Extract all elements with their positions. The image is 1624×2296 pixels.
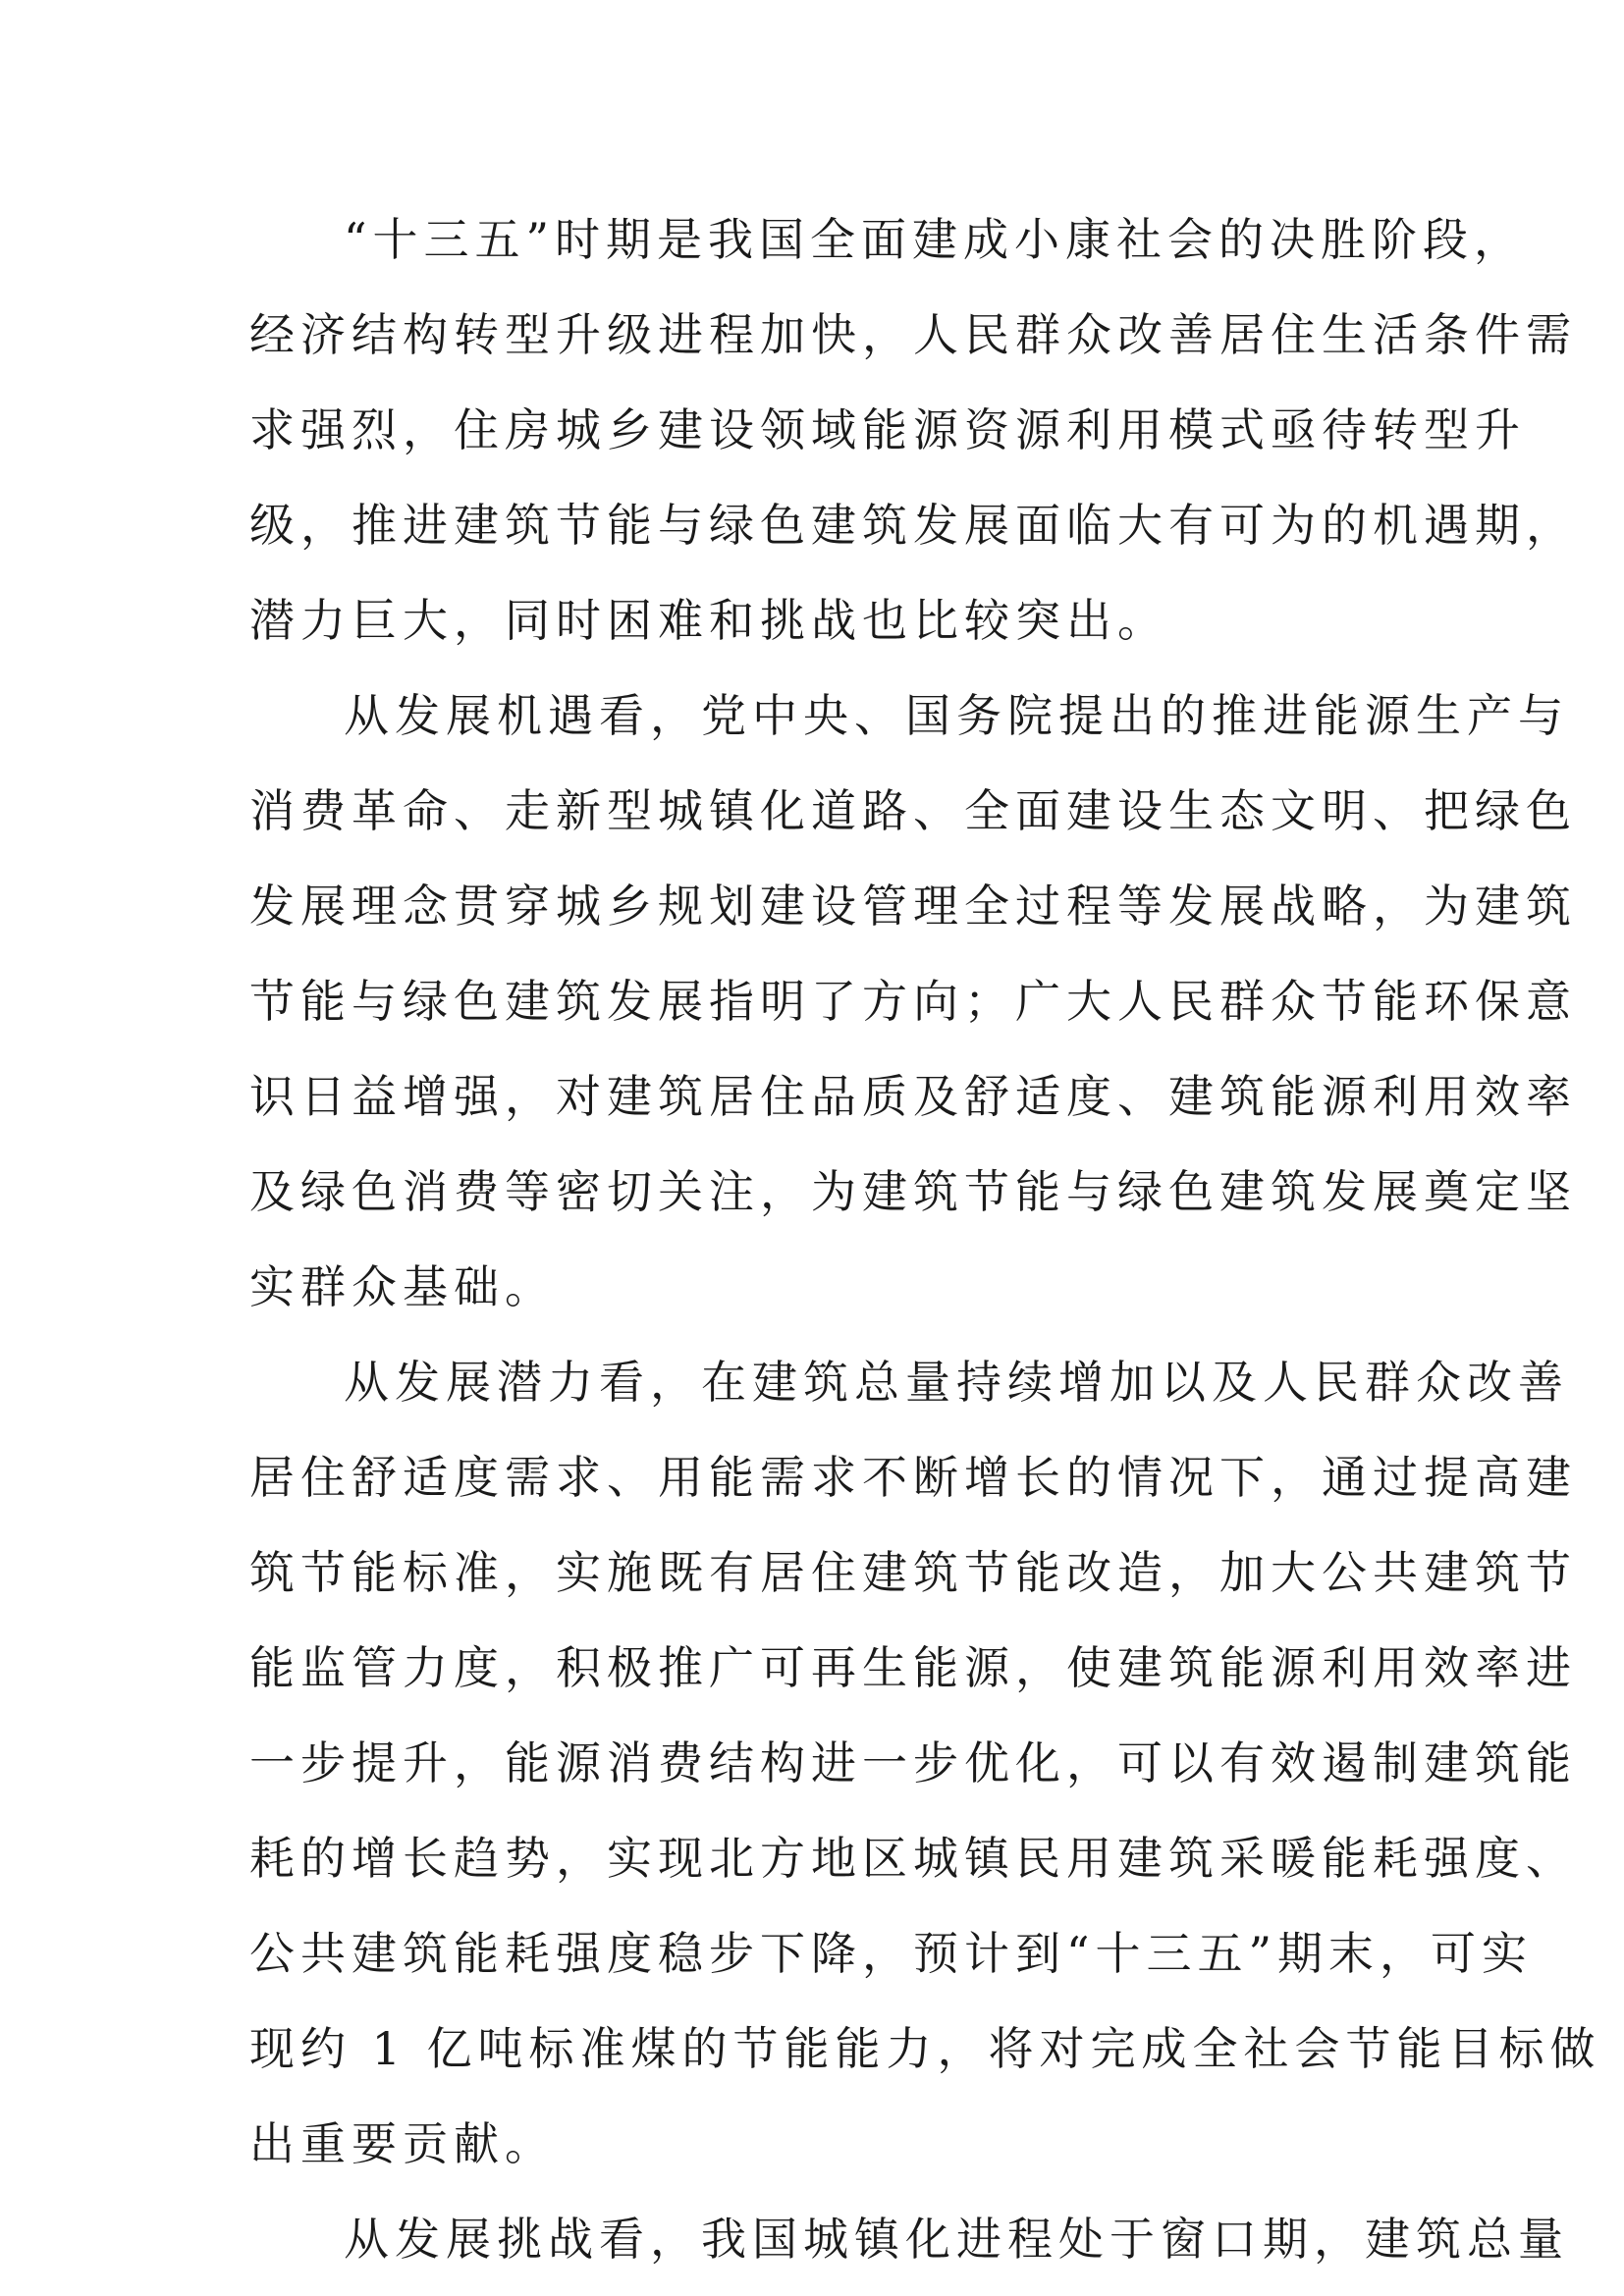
paragraph-3-line-1: 从发展潜力看，在建筑总量持续增加以及人民群众改善 (344, 1356, 1569, 1409)
paragraph-3-line-9: 出重要贡献。 (249, 2117, 556, 2170)
paragraph-1-line-3: 求强烈，住房城乡建设领域能源资源利用模式亟待转型升 (249, 403, 1526, 456)
paragraph-1-line-5: 潜力巨大，同时困难和挑战也比较突出。 (249, 594, 1168, 647)
paragraph-3-line-8: 现约 1 亿吨标准煤的节能能力，将对完成全社会节能目标做 (249, 2022, 1601, 2075)
paragraph-1-line-2: 经济结构转型升级进程加快，人民群众改善居住生活条件需 (249, 308, 1577, 361)
paragraph-2-line-1: 从发展机遇看，党中央、国务院提出的推进能源生产与 (344, 689, 1569, 742)
paragraph-2-line-4: 节能与绿色建筑发展指明了方向；广大人民群众节能环保意 (249, 975, 1577, 1028)
paragraph-2-line-2: 消费革命、走新型城镇化道路、全面建设生态文明、把绿色 (249, 784, 1577, 837)
paragraph-3-line-2: 居住舒适度需求、用能需求不断增长的情况下，通过提高建 (249, 1451, 1577, 1504)
paragraph-3-line-6: 耗的增长趋势，实现北方地区城镇民用建筑采暖能耗强度、 (249, 1832, 1577, 1885)
paragraph-1-line-4: 级，推进建筑节能与绿色建筑发展面临大有可为的机遇期， (249, 499, 1577, 552)
paragraph-2-line-5: 识日益增强，对建筑居住品质及舒适度、建筑能源利用效率 (249, 1070, 1577, 1123)
paragraph-2-line-6: 及绿色消费等密切关注，为建筑节能与绿色建筑发展奠定坚 (249, 1165, 1577, 1218)
paragraph-2-line-3: 发展理念贯穿城乡规划建设管理全过程等发展战略，为建筑 (249, 880, 1577, 933)
document-body (249, 192, 1601, 2287)
paragraph-3-line-4: 能监管力度，积极推广可再生能源，使建筑能源利用效率进 (249, 1641, 1577, 1694)
paragraph-3-line-5: 一步提升，能源消费结构进一步优化，可以有效遏制建筑能 (249, 1736, 1577, 1789)
paragraph-4-line-1: 从发展挑战看，我国城镇化进程处于窗口期，建筑总量 (344, 2213, 1569, 2266)
paragraph-2-line-7: 实群众基础。 (249, 1260, 556, 1313)
paragraph-3-line-3: 筑节能标准，实施既有居住建筑节能改造，加大公共建筑节 (249, 1546, 1577, 1599)
paragraph-3-line-7: 公共建筑能耗强度稳步下降，预计到“十三五”期末，可实 (249, 1927, 1534, 1980)
paragraph-1-line-1: “十三五”时期是我国全面建成小康社会的决胜阶段， (344, 213, 1526, 266)
